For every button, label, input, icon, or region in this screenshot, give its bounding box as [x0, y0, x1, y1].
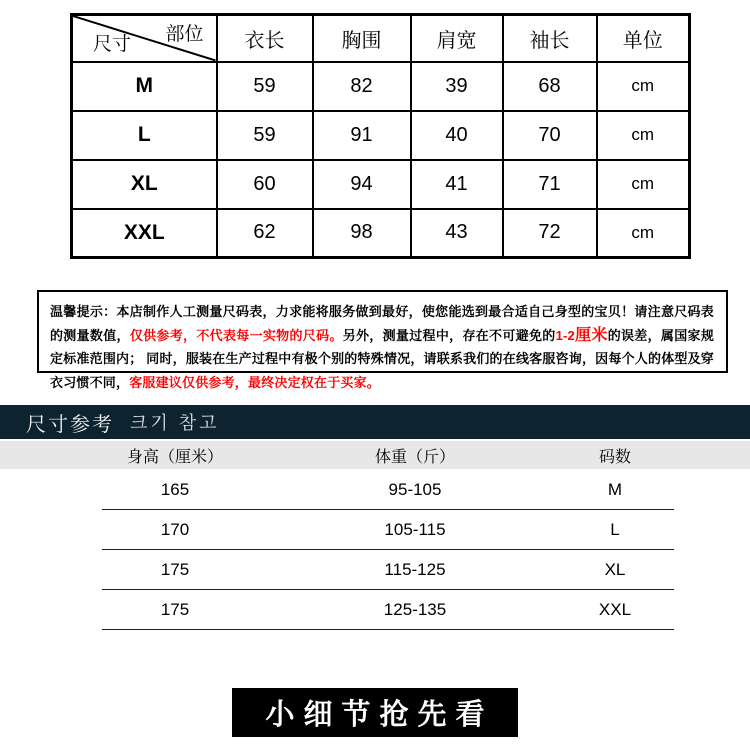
details-preview-banner: [232, 688, 518, 737]
corner-label-part: 部位: [165, 24, 204, 45]
corner-label-size: 尺寸: [93, 33, 132, 55]
cell-unit: cm: [597, 209, 690, 258]
cell-value: 72: [503, 209, 597, 258]
size-reference-subtitle-korean: 크기 참고: [130, 413, 220, 433]
cell-value: 68: [503, 62, 597, 111]
column-header-sleeve: 袖长: [503, 15, 597, 62]
warning-text-segment-red: 仅供参考，不代表每一实物的尺码。: [129, 327, 343, 343]
warning-text-segment: 另外，测量过程中，存在不可避免的: [342, 327, 556, 343]
cell-value: 94: [313, 160, 411, 209]
cell-value: 98: [313, 209, 411, 258]
table-row: [0, 470, 750, 510]
size-code: XL: [604, 560, 626, 579]
warning-text-segment: 的误差，属国家规定标准范围内； 同时，服装在生产过程中有极个别的特殊情况，请联系我们的在线客服咨询，因每个人的体型及穿衣习惯不同，: [50, 327, 715, 390]
warning-text-segment-red-large: 厘米: [574, 326, 608, 344]
warm-tip-box: [37, 290, 728, 390]
row-divider: [102, 629, 674, 630]
weight-range: 125-135: [383, 600, 447, 619]
table-row: [72, 62, 690, 111]
size-label: L: [72, 111, 217, 160]
cell-value: 91: [313, 111, 411, 160]
size-reference-header-bar: [0, 405, 750, 439]
size-spec-table: [70, 13, 691, 259]
reference-column-size: 码数: [598, 448, 631, 466]
warning-text-segment-red: 客服建议仅供参考，最终决定权在于买家。: [129, 374, 381, 390]
size-code: M: [607, 480, 623, 499]
column-header-unit: 单位: [597, 15, 690, 62]
cell-value: 62: [217, 209, 313, 258]
reference-table-header-band: [0, 441, 750, 469]
weight-range: 115-125: [384, 560, 446, 579]
reference-column-height: 身高（厘米）: [126, 448, 223, 466]
weight-range: 105-115: [384, 520, 446, 539]
size-label: XL: [72, 160, 217, 209]
reference-column-weight: 体重（斤）: [374, 448, 455, 466]
table-row: [72, 209, 690, 258]
cell-value: 41: [411, 160, 503, 209]
cell-value: 59: [217, 62, 313, 111]
cell-unit: cm: [597, 160, 690, 209]
height-value: 175: [160, 600, 190, 619]
column-header-chest: 胸围: [313, 15, 411, 62]
diagonal-corner-cell: [72, 15, 217, 62]
size-label: XXL: [72, 209, 217, 258]
height-value: 175: [160, 560, 190, 579]
height-value: 170: [160, 520, 190, 539]
size-code: L: [610, 520, 620, 539]
cell-unit: cm: [597, 62, 690, 111]
details-preview-banner-text: 小细节抢先看: [265, 697, 494, 731]
cell-value: 39: [411, 62, 503, 111]
cell-value: 60: [217, 160, 313, 209]
warning-text-segment: 温馨提示：本店制作人工测量尺码表，力求能将服务做到最好，使您能选到最合适自己身型的宝贝！请注意尺码表的测量数值，: [50, 304, 714, 343]
column-header-shoulder: 肩宽: [411, 15, 503, 62]
cell-unit: cm: [597, 111, 690, 160]
weight-range: 95-105: [388, 480, 442, 499]
table-row: [72, 160, 690, 209]
size-reference-title: 尺寸参考: [26, 413, 114, 436]
size-table-header-row: [72, 15, 690, 62]
table-row: [0, 590, 750, 630]
warning-text-segment-red: 1-2: [555, 327, 575, 343]
reference-table-rows: [0, 470, 750, 630]
table-row: [0, 550, 750, 590]
cell-value: 70: [503, 111, 597, 160]
cell-value: 43: [411, 209, 503, 258]
cell-value: 82: [313, 62, 411, 111]
size-label: M: [72, 62, 217, 111]
size-code: XXL: [598, 600, 632, 619]
column-header-garment-length: 衣长: [217, 15, 313, 62]
table-row: [0, 510, 750, 550]
table-row: [72, 111, 690, 160]
height-value: 165: [160, 480, 190, 499]
cell-value: 59: [217, 111, 313, 160]
cell-value: 71: [503, 160, 597, 209]
cell-value: 40: [411, 111, 503, 160]
